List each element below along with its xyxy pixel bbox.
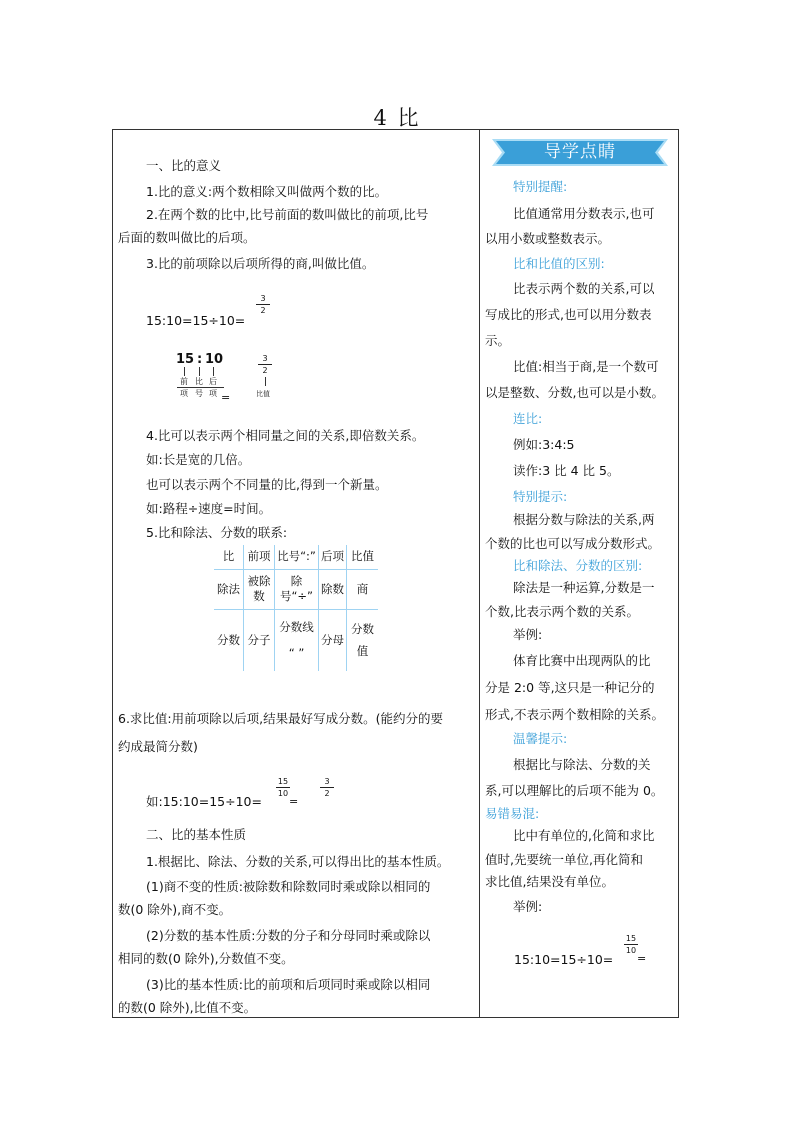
paragraph: 6.求比值:用前项除以后项,结果最好写成分数。(能约分的要 [118, 711, 443, 726]
tip-heading: 比和除法、分数的区别: [513, 558, 643, 573]
tip-heading: 连比: [513, 411, 543, 426]
paragraph: 的数(0 除外),比值不变。 [118, 1000, 257, 1015]
paragraph: 举例: [513, 627, 543, 642]
fraction [256, 294, 270, 315]
paragraph: 数(0 除外),商不变。 [118, 902, 232, 917]
paragraph: 比值:相当于商,是一个数可 [513, 359, 659, 374]
page-title: 4 比 [373, 106, 421, 130]
diagram-label: 比 [195, 377, 203, 386]
fraction-denominator: 10 [277, 789, 289, 798]
table-cell: 后项 [319, 545, 347, 569]
paragraph: 例如:3:4:5 [513, 437, 575, 452]
table-cell: 前项 [244, 545, 275, 569]
fraction-numerator: 3 [262, 354, 268, 363]
tip-heading: 温馨提示: [513, 731, 568, 746]
diagram-label: 项 [209, 389, 217, 398]
paragraph: 后面的数叫做比的后项。 [118, 230, 256, 245]
fraction [258, 354, 272, 375]
fraction-numerator: 15 [625, 934, 637, 943]
fraction [624, 934, 638, 955]
paragraph: 读作:3 比 4 比 5。 [513, 463, 620, 478]
paragraph: 举例: [513, 899, 543, 914]
tip-heading: 特别提示: [513, 489, 568, 504]
fraction-denominator: 2 [262, 366, 268, 375]
table-cell: 除数 [319, 569, 347, 609]
table-cell: 分子 [244, 609, 275, 671]
diagram-label: 后 [209, 377, 217, 386]
diagram-label: 比值 [256, 390, 270, 398]
fraction-bar [276, 787, 290, 788]
fraction-denominator: 10 [625, 946, 637, 955]
underline [177, 387, 224, 388]
paragraph: 以用小数或整数表示。 [485, 231, 611, 246]
fraction-bar [320, 787, 334, 788]
paragraph: 比表示两个数的关系,可以 [513, 281, 655, 296]
table-row [214, 609, 378, 671]
paragraph: 个数,比表示两个数的关系。 [485, 604, 639, 619]
equals-sign: = [289, 795, 299, 808]
fraction-numerator: 3 [260, 294, 266, 303]
fraction-numerator: 15 [277, 777, 289, 786]
fraction-denominator: 2 [324, 789, 330, 798]
fraction [320, 777, 334, 798]
diagram-equals: = [221, 391, 231, 404]
paragraph: (2)分数的基本性质:分数的分子和分母同时乘或除以 [146, 928, 431, 943]
paragraph: (1)商不变的性质:被除数和除数同时乘或除以相同的 [146, 879, 431, 894]
diagram-first-term: 15 [176, 352, 195, 367]
paragraph: 相同的数(0 除外),分数值不变。 [118, 951, 294, 966]
tip-heading: 特别提醒: [513, 179, 568, 194]
fraction-bar [624, 944, 638, 945]
paragraph: 分是 2:0 等,这只是一种记分的 [485, 680, 655, 695]
diagram-label: 项 [180, 389, 188, 398]
table-row [214, 569, 378, 609]
diagram-label: 前 [180, 377, 188, 386]
arrow-down-icon [265, 377, 266, 386]
paragraph: 写成比的形式,也可以用分数表 [485, 307, 652, 322]
table-cell: 比 [222, 549, 235, 564]
table-cell: 比号“:” [275, 545, 319, 569]
table-cell: 比值 [347, 545, 379, 569]
table-cell: 分数 值 [347, 609, 379, 671]
diagram-label: 号 [195, 389, 203, 398]
paragraph: 比值通常用分数表示,也可 [513, 206, 655, 221]
paragraph: 如:路程÷速度=时间。 [146, 501, 272, 516]
section-heading-2: 二、比的基本性质 [146, 827, 247, 842]
table-row [214, 545, 378, 569]
paragraph: 以是整数、分数,也可以是小数。 [485, 385, 664, 400]
fraction-numerator: 3 [324, 777, 330, 786]
table-cell: 分数线 “ ” [275, 609, 319, 671]
paragraph: 值时,先要统一单位,再化简和 [485, 852, 643, 867]
relation-table [214, 545, 378, 671]
banner-title: 导学点睛 [544, 142, 616, 162]
paragraph: 形式,不表示两个数相除的关系。 [485, 707, 664, 722]
equation: 15:10=15÷10= [514, 952, 614, 967]
paragraph: 体育比赛中出现两队的比 [513, 653, 651, 668]
paragraph: 系,可以理解比的后项不能为 0。 [485, 783, 664, 798]
table-cell: 分数 [214, 609, 244, 671]
paragraph: 也可以表示两个不同量的比,得到一个新量。 [146, 477, 388, 492]
paragraph: 如:长是宽的几倍。 [146, 452, 251, 467]
paragraph: 1.根据比、除法、分数的关系,可以得出比的基本性质。 [146, 854, 450, 869]
paragraph: 根据分数与除法的关系,两 [513, 512, 655, 527]
equation: 15:10=15÷10= [146, 313, 246, 328]
paragraph: (3)比的基本性质:比的前项和后项同时乘或除以相同 [146, 977, 431, 992]
paragraph: 求比值,结果没有单位。 [485, 874, 614, 889]
paragraph: 2.在两个数的比中,比号前面的数叫做比的前项,比号 [146, 207, 429, 222]
paragraph: 5.比和除法、分数的联系: [146, 525, 288, 540]
paragraph: 比中有单位的,化简和求比 [513, 828, 655, 843]
tip-heading: 易错易混: [485, 806, 540, 821]
equals-sign: = [637, 952, 647, 965]
table-cell: 除法 [214, 569, 244, 609]
diagram-colon: : [197, 352, 203, 367]
paragraph: 约成最简分数) [118, 739, 198, 754]
diagram-second-term: 10 [205, 352, 224, 367]
paragraph: 除法是一种运算,分数是一 [513, 580, 655, 595]
arrow-down-icon [184, 367, 185, 376]
arrow-down-icon [199, 367, 200, 376]
section-heading-1: 一、比的意义 [146, 158, 222, 173]
table-cell: 分母 [319, 609, 347, 671]
paragraph: 1.比的意义:两个数相除又叫做两个数的比。 [146, 184, 388, 199]
column-divider [479, 129, 480, 1018]
paragraph: 个数的比也可以写成分数形式。 [485, 536, 661, 551]
paragraph: 4.比可以表示两个相同量之间的关系,即倍数关系。 [146, 428, 425, 443]
table-cell: 除号“÷” [275, 569, 319, 609]
paragraph: 示。 [485, 333, 511, 348]
tip-heading: 比和比值的区别: [513, 256, 605, 271]
paragraph: 根据比与除法、分数的关 [513, 757, 651, 772]
table-cell: 商 [347, 569, 379, 609]
fraction-bar [256, 304, 270, 305]
paragraph: 3.比的前项除以后项所得的商,叫做比值。 [146, 256, 375, 271]
fraction-bar [258, 364, 272, 365]
arrow-down-icon [213, 367, 214, 376]
table-cell: 被除 数 [244, 569, 275, 609]
equation: 如:15:10=15÷10= [146, 794, 262, 809]
fraction [276, 777, 290, 798]
fraction-denominator: 2 [260, 306, 266, 315]
